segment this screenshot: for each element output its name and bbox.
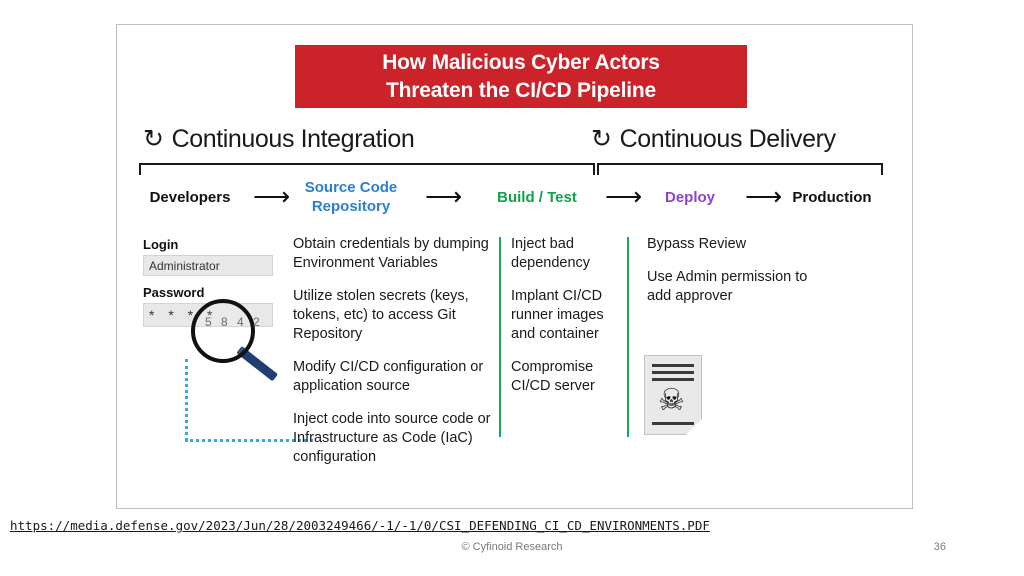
threat-list-build <box>511 235 629 396</box>
skull-and-crossbones-icon: ☠ <box>658 384 685 417</box>
cycle-icon: ↻ <box>591 125 612 153</box>
login-panel <box>143 237 281 327</box>
password-label: Password <box>143 285 205 300</box>
hacked-document-icon <box>644 355 702 435</box>
magnifier-icon <box>191 299 255 363</box>
stage-developers: Developers <box>149 189 231 206</box>
document-text-line <box>652 364 694 367</box>
ci-bracket <box>139 163 595 175</box>
slide-title-line-2: Threaten the CI/CD Pipeline <box>386 78 656 102</box>
stage-source-code-repository <box>285 178 417 216</box>
login-label: Login <box>143 237 179 252</box>
source-url-link[interactable]: https://media.defense.gov/2023/Jun/28/2003249466/-1/-1/0/CSI_DEFENDING_CI_CD_ENVIRONMENTS.PDF <box>10 518 710 533</box>
arrow-icon: ⟶ <box>605 181 643 211</box>
threat-item: Inject code into source code or Infrastructure as Code (IaC) configuration <box>293 411 491 465</box>
cd-bracket <box>597 163 883 175</box>
threat-item: Inject bad dependency <box>511 236 591 271</box>
continuous-integration-heading <box>143 125 414 154</box>
cycle-icon: ↻ <box>143 125 164 153</box>
document-text-line <box>652 378 694 381</box>
stage-deploy: Deploy <box>664 189 715 206</box>
password-input[interactable]: * * * * <box>143 303 273 327</box>
arrow-icon: ⟶ <box>745 181 783 211</box>
login-input[interactable]: Administrator <box>143 255 273 276</box>
continuous-delivery-heading <box>591 125 836 154</box>
threat-item: Obtain credentials by dumping Environment Variables <box>293 236 489 271</box>
slide-title-line-1: How Malicious Cyber Actors <box>382 50 660 74</box>
arrow-icon: ⟶ <box>425 181 463 211</box>
slide-frame <box>116 24 913 509</box>
stage-build-test: Build / Test <box>497 189 577 206</box>
threat-item: Implant CI/CD runner images and container <box>511 288 604 342</box>
stage-production: Production <box>792 189 872 206</box>
stage-repo-line-2: Repository <box>311 198 391 215</box>
revealed-password-text: 5 8 4 2 <box>205 315 263 329</box>
continuous-delivery-label: Continuous Delivery <box>619 125 836 153</box>
threat-item: Utilize stolen secrets (keys, tokens, etc) to access Git Repository <box>293 288 469 342</box>
threat-item: Compromise CI/CD server <box>511 359 595 394</box>
threat-item: Use Admin permission to add approver <box>647 269 808 304</box>
threat-item: Bypass Review <box>647 236 747 252</box>
arrow-icon: ⟶ <box>253 181 291 211</box>
column-divider <box>499 237 501 437</box>
threat-item: Modify CI/CD configuration or application source <box>293 359 484 394</box>
slide-title-banner <box>295 45 747 108</box>
continuous-integration-label: Continuous Integration <box>171 125 415 153</box>
document-text-line <box>652 371 694 374</box>
document-fold-corner <box>686 419 702 435</box>
copyright-text: © Cyfinoid Research <box>461 541 563 553</box>
page-number: 36 <box>933 541 946 553</box>
stage-repo-line-1: Source Code <box>304 179 398 196</box>
connector-line-vertical <box>185 359 188 441</box>
threat-list-repository <box>293 235 493 467</box>
threat-list-deploy <box>647 235 827 306</box>
